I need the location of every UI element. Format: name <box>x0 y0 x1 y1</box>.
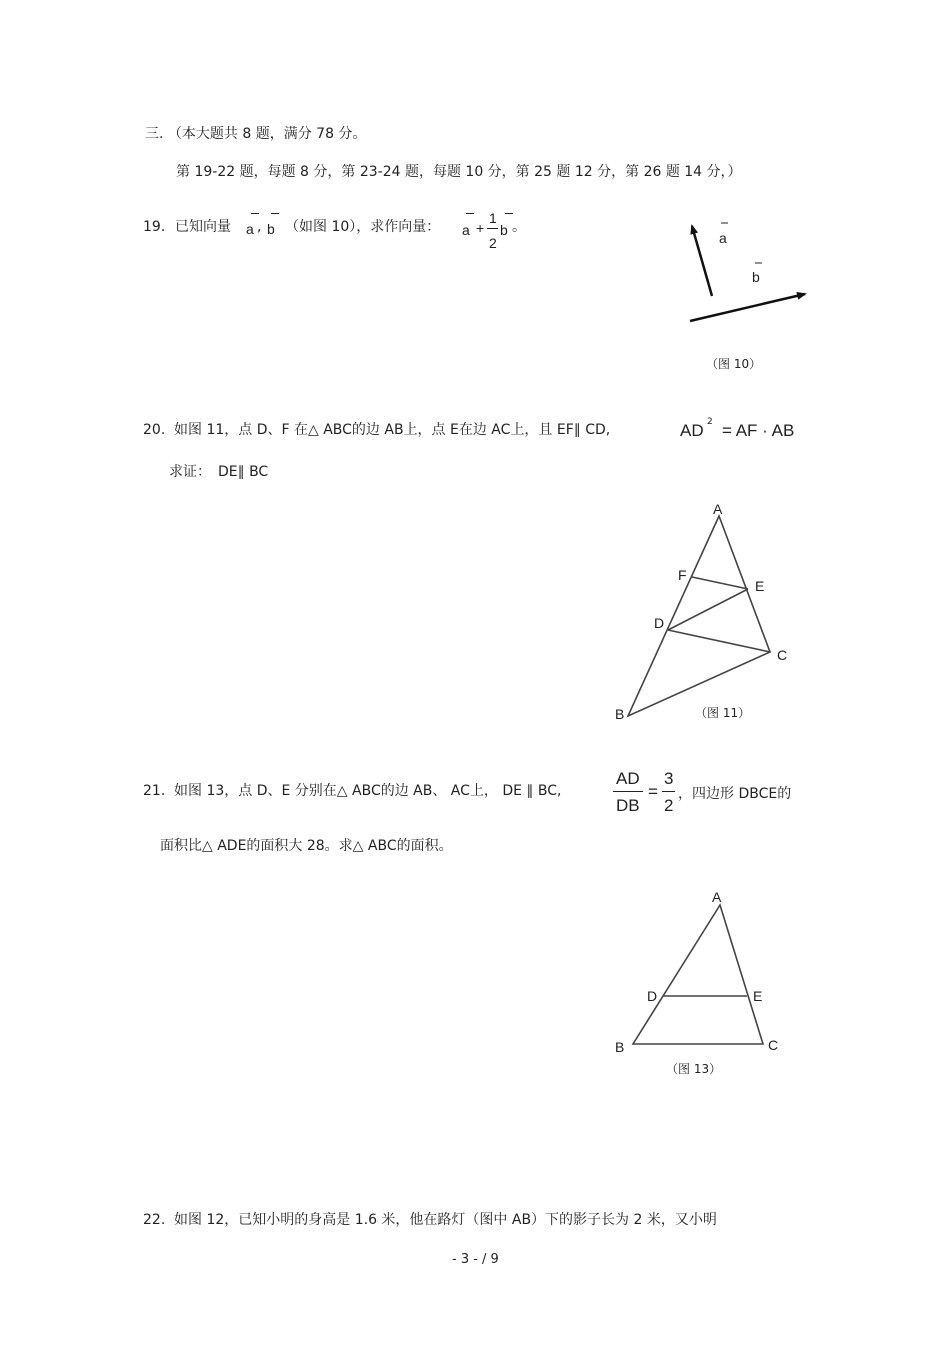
q21-text-after: ，四边形 DBCE的 <box>678 786 792 802</box>
q21-number: 21. <box>143 783 166 799</box>
fig10-label-b: b <box>752 269 760 285</box>
q20-number: 20. <box>143 422 166 438</box>
q20-formula-rhs: = AF · AB <box>722 421 795 440</box>
section-heading: 三. （本大题共 8 题，满分 78 分。 <box>145 126 367 142</box>
q20-prove-label: 求证： <box>169 464 211 480</box>
fig13-point-b: B <box>615 1039 625 1055</box>
fig11-point-c: C <box>777 647 788 663</box>
q21-frac2-numerator: 3 <box>664 769 674 788</box>
section-scoring: 第 19-22 题，每题 8 分，第 23-24 题，每题 10 分，第 25 题 12 分，第 26 题 14 分，） <box>176 164 742 180</box>
fig10-caption: （图 10） <box>706 357 762 371</box>
fig11-point-a: A <box>713 501 723 517</box>
fig10-label-a: a <box>719 230 727 246</box>
fig13-point-a: A <box>712 889 722 905</box>
page-number: - 3 - / 9 <box>452 1252 499 1267</box>
fig13-point-c: C <box>768 1037 779 1053</box>
q20-prove-text: DE∥ BC <box>218 464 269 480</box>
fig13-caption: （图 13） <box>666 1062 722 1076</box>
q19-expr-plus: + <box>476 220 485 236</box>
fig13-point-e: E <box>753 988 763 1004</box>
q21-text: 如图 13，点 D、E 分别在△ ABC的边 AB、 AC上， DE ∥ BC, <box>174 783 562 799</box>
q19-text2: （如图 10），求作向量： <box>285 219 441 235</box>
fig13-triangle-abc <box>633 905 763 1044</box>
q19-expr-a: a <box>462 222 470 238</box>
fig11-point-f: F <box>678 567 687 583</box>
q21-line2: 面积比△ ADE的面积大 28。求△ ABC的面积。 <box>160 838 453 854</box>
q20-formula-lhs: AD <box>680 421 704 440</box>
q19-frac-denominator: 2 <box>489 235 497 251</box>
q19-text: 已知向量 <box>175 219 231 235</box>
q21-frac1-denominator: DB <box>616 796 640 815</box>
fig11-point-b: B <box>615 706 625 722</box>
fig11-point-e: E <box>755 578 765 594</box>
q22-number: 22. <box>143 1212 166 1228</box>
q19-vector-b: b <box>267 221 275 237</box>
q21-frac2-denominator: 2 <box>664 796 674 815</box>
q19-vector-sep: , <box>257 219 262 235</box>
q19-expr-end: 。 <box>512 219 526 235</box>
q20-formula-sup: 2 <box>707 417 713 427</box>
q19-vector-a: a <box>246 221 254 237</box>
q20-text: 如图 11，点 D、F 在△ ABC的边 AB上，点 E在边 AC上，且 EF∥ CD, <box>174 422 611 438</box>
q21-equals: = <box>648 782 658 801</box>
fig13-point-d: D <box>647 988 658 1004</box>
q19-expr-b: b <box>500 222 508 238</box>
fig11-point-d: D <box>654 615 665 631</box>
q19-number: 19. <box>143 219 166 235</box>
q21-frac1-numerator: AD <box>616 769 640 788</box>
fig11-caption: （图 11） <box>695 706 751 720</box>
q22-text: 如图 12，已知小明的身高是 1.6 米，他在路灯（图中 AB）下的影子长为 2 米，又小明 <box>174 1212 717 1228</box>
q19-frac-numerator: 1 <box>489 210 497 226</box>
